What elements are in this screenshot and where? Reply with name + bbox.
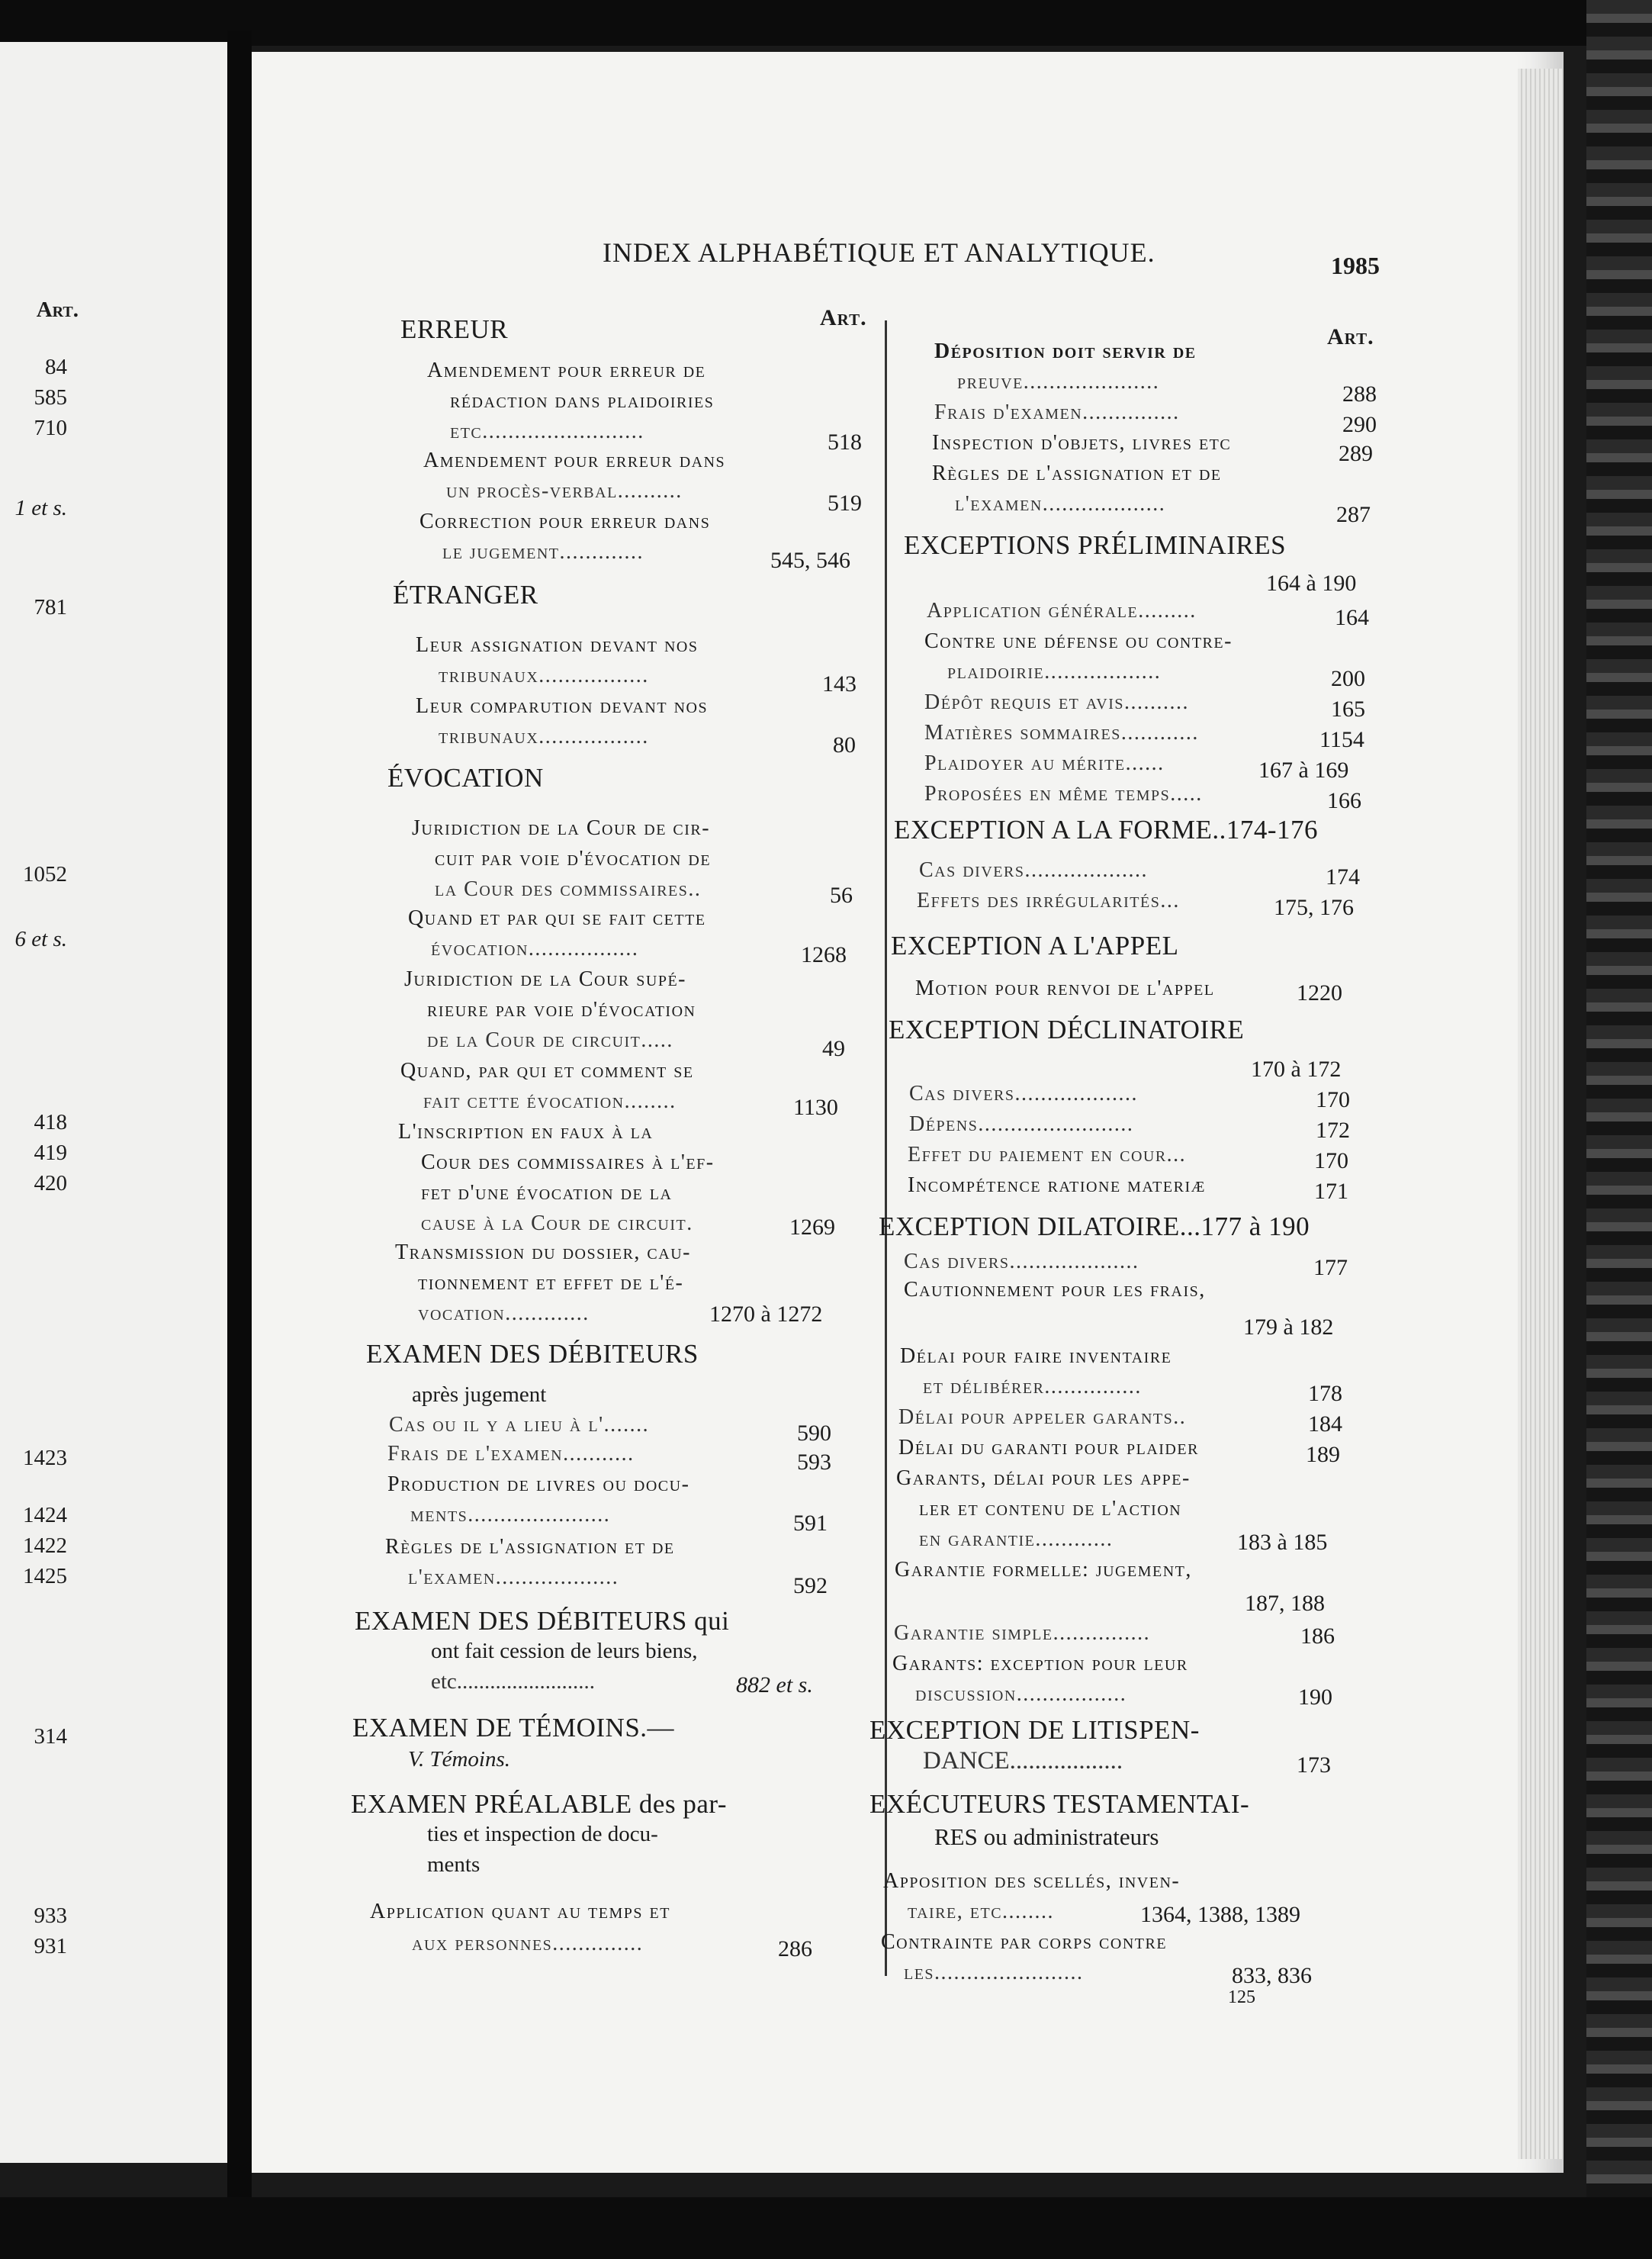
left-page-number: 1425 xyxy=(23,1564,67,1588)
article-number: 187, 188 xyxy=(1245,1591,1325,1616)
index-column-right xyxy=(869,305,1377,1988)
entry-line: Délai pour faire inventaire xyxy=(900,1344,1172,1368)
entry-line: Correction pour erreur dans xyxy=(419,510,711,533)
left-page-number: 6 et s. xyxy=(14,927,67,951)
entry-line: la Cour des commissaires.. xyxy=(435,877,702,901)
entry-line: rieure par voie d'évocation xyxy=(427,998,696,1022)
entry-line: cuit par voie d'évocation de xyxy=(435,847,712,870)
article-number: 172 xyxy=(1316,1118,1350,1143)
entry-line: fait cette évocation........ xyxy=(423,1089,677,1113)
article-range: 164 à 190 xyxy=(1266,571,1357,596)
article-number: 178 xyxy=(1308,1381,1342,1406)
article-number: 173 xyxy=(1297,1752,1331,1778)
article-number: 190 xyxy=(1298,1685,1332,1710)
entry-line: taire, etc........ xyxy=(908,1900,1055,1923)
art-column-label: Art. xyxy=(820,305,867,330)
article-number: 882 et s. xyxy=(736,1672,813,1697)
article-number: 56 xyxy=(830,883,853,908)
entry-line: vocation............. xyxy=(418,1302,590,1325)
article-number: 519 xyxy=(828,491,862,516)
entry-line: Motion pour renvoi de l'appel xyxy=(915,977,1215,1000)
entry-line: Quand et par qui se fait cette xyxy=(408,906,706,930)
article-number: 591 xyxy=(793,1511,828,1536)
left-page-number: 420 xyxy=(34,1171,67,1195)
entry-line: Cas ou il y a lieu à l'....... xyxy=(389,1413,650,1437)
entry-line: etc......................... xyxy=(450,420,644,443)
article-number: 288 xyxy=(1342,381,1377,407)
article-number: 177 xyxy=(1313,1255,1348,1280)
entry-line: Contre une défense ou contre- xyxy=(924,629,1233,653)
entry-line: aux personnes.............. xyxy=(412,1932,644,1955)
entry-line: etc......................... xyxy=(431,1669,596,1694)
article-range: 170 à 172 xyxy=(1251,1057,1342,1082)
article-number: 179 à 182 xyxy=(1243,1315,1334,1340)
film-frame-right xyxy=(1586,0,1652,2259)
article-number: 170 xyxy=(1316,1087,1350,1112)
entry-line: tionnement et effet de l'é- xyxy=(418,1271,684,1295)
entry-line: cause à la Cour de circuit. xyxy=(421,1212,693,1235)
entry-subheading: RES ou administrateurs xyxy=(934,1823,1159,1850)
entry-line: Dépens........................ xyxy=(909,1112,1134,1136)
entry-line: plaidoirie.................. xyxy=(947,660,1162,684)
entry-line: les....................... xyxy=(904,1961,1084,1984)
left-page-number: 1422 xyxy=(23,1533,67,1558)
entry-line: preuve..................... xyxy=(957,370,1160,394)
article-number: 290 xyxy=(1342,412,1377,437)
entry-line: ler et contenu de l'action xyxy=(919,1497,1182,1520)
see-also-reference: V. Témoins. xyxy=(408,1747,511,1771)
article-number: 1130 xyxy=(793,1095,838,1120)
book-spine-gutter xyxy=(227,31,252,2197)
entry-line: Plaidoyer au mérite...... xyxy=(924,751,1165,775)
entry-line: Cautionnement pour les frais, xyxy=(904,1278,1206,1302)
entry-line: Incompétence ratione materiæ xyxy=(908,1173,1206,1197)
article-number: 1220 xyxy=(1297,980,1342,1006)
entry-line: ties et inspection de docu- xyxy=(427,1822,658,1846)
article-number: 1268 xyxy=(801,942,847,967)
entry-heading-executeurs: EXÉCUTEURS TESTAMENTAI- xyxy=(869,1789,1250,1819)
page-title: INDEX ALPHABÉTIQUE ET ANALYTIQUE. xyxy=(603,237,1155,268)
left-page-number: 1423 xyxy=(23,1446,67,1470)
entry-line: Juridiction de la Cour de cir- xyxy=(412,816,711,840)
entry-line: Leur comparution devant nos xyxy=(416,694,709,718)
article-number: 164 xyxy=(1335,605,1369,630)
entry-line: Délai pour appeler garants.. xyxy=(898,1405,1187,1429)
article-number: 592 xyxy=(793,1573,828,1598)
entry-heading-exceptions-preliminaires: EXCEPTIONS PRÉLIMINAIRES xyxy=(904,530,1287,560)
entry-heading-examen-debiteurs: EXAMEN DES DÉBITEURS xyxy=(366,1339,699,1369)
article-number: 186 xyxy=(1300,1623,1335,1649)
entry-line: de la Cour de circuit..... xyxy=(427,1028,673,1052)
article-number: 165 xyxy=(1331,697,1365,722)
entry-line: Apposition des scellés, inven- xyxy=(883,1869,1181,1893)
entry-line: Inspection d'objets, livres etc xyxy=(932,431,1232,455)
index-column-left xyxy=(336,305,877,1984)
entry-line: Effet du paiement en cour... xyxy=(908,1143,1187,1167)
entry-heading-evocation: ÉVOCATION xyxy=(387,763,544,793)
entry-line: Garants: exception pour leur xyxy=(892,1652,1188,1675)
art-column-label: Art. xyxy=(1327,324,1374,349)
left-page-number: 1052 xyxy=(23,862,67,887)
entry-line: rédaction dans plaidoiries xyxy=(450,389,715,413)
left-page-number: 314 xyxy=(34,1724,67,1749)
entry-line: Production de livres ou docu- xyxy=(387,1472,690,1496)
entry-line: Juridiction de la Cour supé- xyxy=(404,967,686,991)
entry-line: Garantie simple............... xyxy=(894,1621,1151,1645)
entry-line: Frais d'examen............... xyxy=(934,401,1180,424)
entry-line: l'examen................... xyxy=(408,1566,619,1589)
left-page-number: 933 xyxy=(34,1903,67,1928)
entry-line: L'inscription en faux à la xyxy=(398,1120,654,1144)
article-number: 1364, 1388, 1389 xyxy=(1140,1902,1300,1927)
article-number: 171 xyxy=(1314,1179,1348,1204)
entry-heading-erreur: ERREUR xyxy=(400,314,509,344)
article-number: 200 xyxy=(1331,666,1365,691)
entry-line: Règles de l'assignation et de xyxy=(385,1535,675,1559)
entry-line: Garantie formelle: jugement, xyxy=(895,1558,1192,1582)
entry-line: DANCE.................. xyxy=(923,1747,1123,1775)
article-number: 1269 xyxy=(789,1215,835,1240)
entry-line: Dépôt requis et avis.......... xyxy=(924,690,1189,714)
article-number: 167 à 169 xyxy=(1258,758,1349,783)
entry-line: Application quant au temps et xyxy=(370,1900,670,1923)
article-number: 287 xyxy=(1336,502,1371,527)
entry-line: discussion................. xyxy=(915,1682,1127,1706)
entry-line: Cas divers.................... xyxy=(904,1250,1139,1273)
article-number: 189 xyxy=(1306,1442,1340,1467)
entry-line: Quand, par qui et comment se xyxy=(400,1059,694,1083)
article-number: 143 xyxy=(822,671,857,697)
left-page-number: 585 xyxy=(34,385,67,410)
entry-line: Leur assignation devant nos xyxy=(416,633,699,657)
entry-heading-exception-forme: EXCEPTION A LA FORME..174-176 xyxy=(894,815,1319,845)
entry-heading-etranger: ÉTRANGER xyxy=(393,580,538,610)
article-number: 518 xyxy=(828,430,862,455)
entry-heading-exception-appel: EXCEPTION A L'APPEL xyxy=(891,931,1179,961)
article-number: 49 xyxy=(822,1036,845,1061)
left-page-art-label: Art. xyxy=(36,298,79,322)
article-number: 833, 836 xyxy=(1232,1963,1312,1988)
entry-line: tribunaux................. xyxy=(439,664,649,687)
footer-number: 125 xyxy=(1228,1987,1255,2007)
article-number: 183 à 185 xyxy=(1237,1530,1328,1555)
entry-heading-exception-declinatoire: EXCEPTION DÉCLINATOIRE xyxy=(889,1015,1245,1044)
article-number: 166 xyxy=(1327,788,1361,813)
article-number: 170 xyxy=(1314,1148,1348,1173)
left-page-number: 84 xyxy=(45,355,67,379)
entry-line: ont fait cession de leurs biens, xyxy=(431,1639,698,1663)
entry-line: en garantie............ xyxy=(919,1527,1114,1551)
entry-heading-litispendance: EXCEPTION DE LITISPEN- xyxy=(869,1715,1200,1745)
article-number: 289 xyxy=(1339,441,1373,466)
entry-line: ments...................... xyxy=(410,1503,611,1527)
entry-line: Matières sommaires............ xyxy=(924,721,1199,745)
entry-heading-exception-dilatoire: EXCEPTION DILATOIRE...177 à 190 xyxy=(879,1212,1310,1241)
article-number: 593 xyxy=(797,1450,831,1475)
article-number: 175, 176 xyxy=(1274,895,1354,920)
entry-line: le jugement............. xyxy=(442,540,644,564)
entry-line: Contrainte par corps contre xyxy=(881,1930,1168,1954)
entry-heading-examen-cession: EXAMEN DES DÉBITEURS qui xyxy=(355,1606,730,1636)
film-frame-bottom xyxy=(0,2197,1652,2259)
entry-line: un procès-verbal.......... xyxy=(446,479,683,503)
article-number: 1154 xyxy=(1319,727,1364,752)
entry-line: Cour des commissaires à l'ef- xyxy=(421,1150,715,1174)
article-number: 174 xyxy=(1326,864,1360,890)
article-number: 184 xyxy=(1308,1411,1342,1437)
entry-line: et délibérer............... xyxy=(923,1375,1142,1398)
left-page-number: 931 xyxy=(34,1934,67,1958)
entry-line: Amendement pour erreur dans xyxy=(423,449,726,472)
left-page-number: 1424 xyxy=(23,1503,67,1527)
entry-line: tribunaux................. xyxy=(439,725,649,748)
previous-page-fragment xyxy=(0,42,227,2163)
left-page-number: 781 xyxy=(34,595,67,619)
entry-line: fet d'une évocation de la xyxy=(421,1181,673,1205)
entry-line: Règles de l'assignation et de xyxy=(932,462,1222,485)
entry-line: Déposition doit servir de xyxy=(934,339,1197,363)
page-number: 1985 xyxy=(1331,252,1380,279)
entry-line: Frais de l'examen........... xyxy=(387,1442,635,1466)
entry-line: Amendement pour erreur de xyxy=(427,359,706,382)
entry-line: Cas divers................... xyxy=(919,858,1148,882)
entry-line: Garants, délai pour les appe- xyxy=(896,1466,1191,1490)
entry-subheading: après jugement xyxy=(412,1382,547,1407)
article-number: 1270 à 1272 xyxy=(709,1302,823,1327)
entry-heading-examen-prealable: EXAMEN PRÉALABLE des par- xyxy=(351,1789,727,1819)
article-number: 286 xyxy=(778,1936,812,1961)
left-page-number: 1 et s. xyxy=(14,496,67,520)
entry-line: évocation................. xyxy=(431,937,639,961)
entry-heading-examen-temoins: EXAMEN DE TÉMOINS.— xyxy=(352,1713,675,1743)
entry-line: Transmission du dossier, cau- xyxy=(395,1241,691,1264)
entry-line: Effets des irrégularités... xyxy=(917,889,1180,912)
entry-line: Proposées en même temps..... xyxy=(924,782,1203,806)
page-edges xyxy=(1518,69,1564,2159)
left-page-number: 419 xyxy=(34,1141,67,1165)
article-number: 80 xyxy=(833,732,856,758)
left-page-number: 710 xyxy=(34,416,67,440)
article-number: 590 xyxy=(797,1421,831,1446)
article-number: 545, 546 xyxy=(770,548,850,573)
left-page-number: 418 xyxy=(34,1110,67,1134)
entry-line: ments xyxy=(427,1852,480,1877)
entry-line: Cas divers................... xyxy=(909,1082,1138,1105)
entry-line: Délai du garanti pour plaider xyxy=(898,1436,1199,1459)
entry-line: Application générale......... xyxy=(927,599,1197,623)
entry-line: l'examen................... xyxy=(955,492,1166,516)
